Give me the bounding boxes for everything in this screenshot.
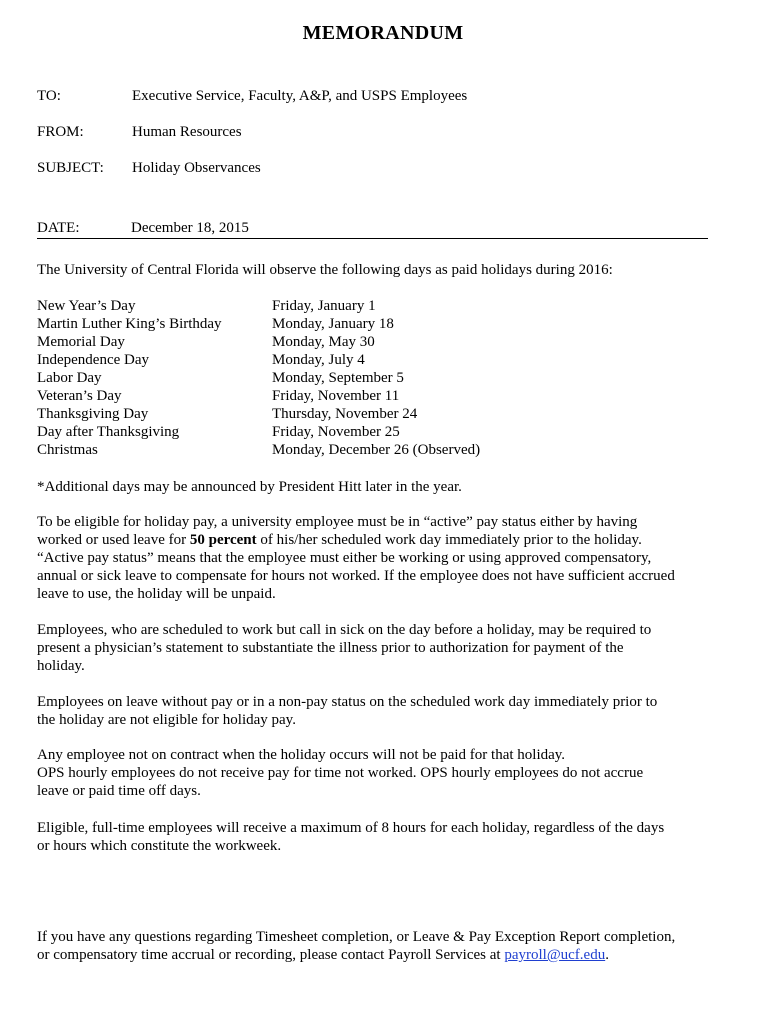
leave-paragraph [37, 693, 709, 729]
holiday-name: Day after Thanksgiving [37, 424, 180, 440]
contact-text: or compensatory time accrual or recording, please contact Payroll Services at [37, 947, 505, 963]
holiday-date: Friday, January 1 [272, 298, 376, 314]
contract-line: leave or paid time off days. [37, 783, 201, 799]
eligibility-line: To be eligible for holiday pay, a university employee must be in “active” pay status either by having [37, 514, 638, 530]
sick-day-line: Employees, who are scheduled to work but call in sick on the day before a holiday, may be required to [37, 622, 652, 638]
from-label: FROM: [37, 124, 84, 140]
holiday-row [37, 405, 637, 423]
contact-text: . [605, 947, 609, 963]
eligibility-line: “Active pay status” means that the employee must either be working or using approved compensatory, [37, 550, 652, 566]
eligibility-text: of his/her scheduled work day immediately prior to the holiday. [256, 532, 642, 548]
subject-value: Holiday Observances [132, 160, 261, 176]
date-label: DATE: [37, 220, 80, 236]
eligibility-line: annual or sick leave to compensate for hours not worked. If the employee does not have sufficient accrued [37, 568, 675, 584]
holiday-date: Monday, July 4 [272, 352, 365, 368]
maximum-hours-line: or hours which constitute the workweek. [37, 838, 282, 854]
holiday-name: Veteran’s Day [37, 388, 122, 404]
contact-line: If you have any questions regarding Timesheet completion, or Leave & Pay Exception Report completion, [37, 929, 676, 945]
to-value: Executive Service, Faculty, A&P, and USPS Employees [132, 88, 468, 104]
holiday-name: Martin Luther King’s Birthday [37, 316, 222, 332]
eligibility-text: worked or used leave for [37, 532, 190, 548]
holiday-row [37, 333, 637, 351]
leave-line: Employees on leave without pay or in a non-pay status on the scheduled work day immediately prior to [37, 694, 658, 710]
sick-day-line: holiday. [37, 658, 85, 674]
fifty-percent-emphasis: 50 percent [189, 532, 257, 548]
maximum-hours-paragraph [37, 819, 709, 855]
date-value: December 18, 2015 [131, 220, 249, 236]
contract-line: Any employee not on contract when the holiday occurs will not be paid for that holiday. [37, 747, 566, 763]
holiday-row [37, 351, 637, 369]
holiday-date: Monday, January 18 [272, 316, 394, 332]
from-value: Human Resources [132, 124, 242, 140]
holiday-row [37, 387, 637, 405]
eligibility-paragraph [37, 513, 709, 603]
memo-title: MEMORANDUM [302, 22, 464, 44]
leave-line: the holiday are not eligible for holiday pay. [37, 712, 296, 728]
holiday-row [37, 369, 637, 387]
additional-days-note: *Additional days may be announced by President Hitt later in the year. [37, 479, 462, 495]
holiday-date: Thursday, November 24 [272, 406, 418, 422]
holiday-row [37, 441, 637, 459]
holiday-name: Christmas [37, 442, 98, 458]
intro-paragraph: The University of Central Florida will observe the following days as paid holidays during 2016: [37, 262, 613, 278]
holiday-name: Labor Day [37, 370, 102, 386]
contact-line [37, 946, 709, 964]
holiday-row [37, 297, 637, 315]
sick-day-paragraph [37, 621, 709, 675]
holiday-date: Friday, November 25 [272, 424, 400, 440]
sick-day-line: present a physician’s statement to substantiate the illness prior to authorization for payment of the [37, 640, 624, 656]
holiday-date: Monday, December 26 (Observed) [272, 442, 481, 458]
memo-title-area [0, 22, 758, 45]
payroll-email-link[interactable]: payroll@ucf.edu [504, 947, 606, 963]
holiday-list [37, 297, 637, 459]
subject-label: SUBJECT: [37, 160, 104, 176]
holiday-date: Monday, May 30 [272, 334, 375, 350]
contract-line: OPS hourly employees do not receive pay for time not worked. OPS hourly employees do not accrue [37, 765, 644, 781]
holiday-date: Monday, September 5 [272, 370, 404, 386]
to-label: TO: [37, 88, 61, 104]
holiday-date: Friday, November 11 [272, 388, 400, 404]
maximum-hours-line: Eligible, full-time employees will receive a maximum of 8 hours for each holiday, regardless of the days [37, 820, 665, 836]
holiday-name: New Year’s Day [37, 298, 136, 314]
holiday-name: Thanksgiving Day [37, 406, 149, 422]
holiday-row [37, 423, 637, 441]
contact-paragraph [37, 928, 709, 964]
holiday-name: Independence Day [37, 352, 150, 368]
eligibility-line [37, 531, 709, 549]
header-divider [37, 238, 708, 239]
eligibility-line: leave to use, the holiday will be unpaid. [37, 586, 276, 602]
holiday-name: Memorial Day [37, 334, 125, 350]
holiday-row [37, 315, 637, 333]
contract-paragraph [37, 746, 709, 800]
